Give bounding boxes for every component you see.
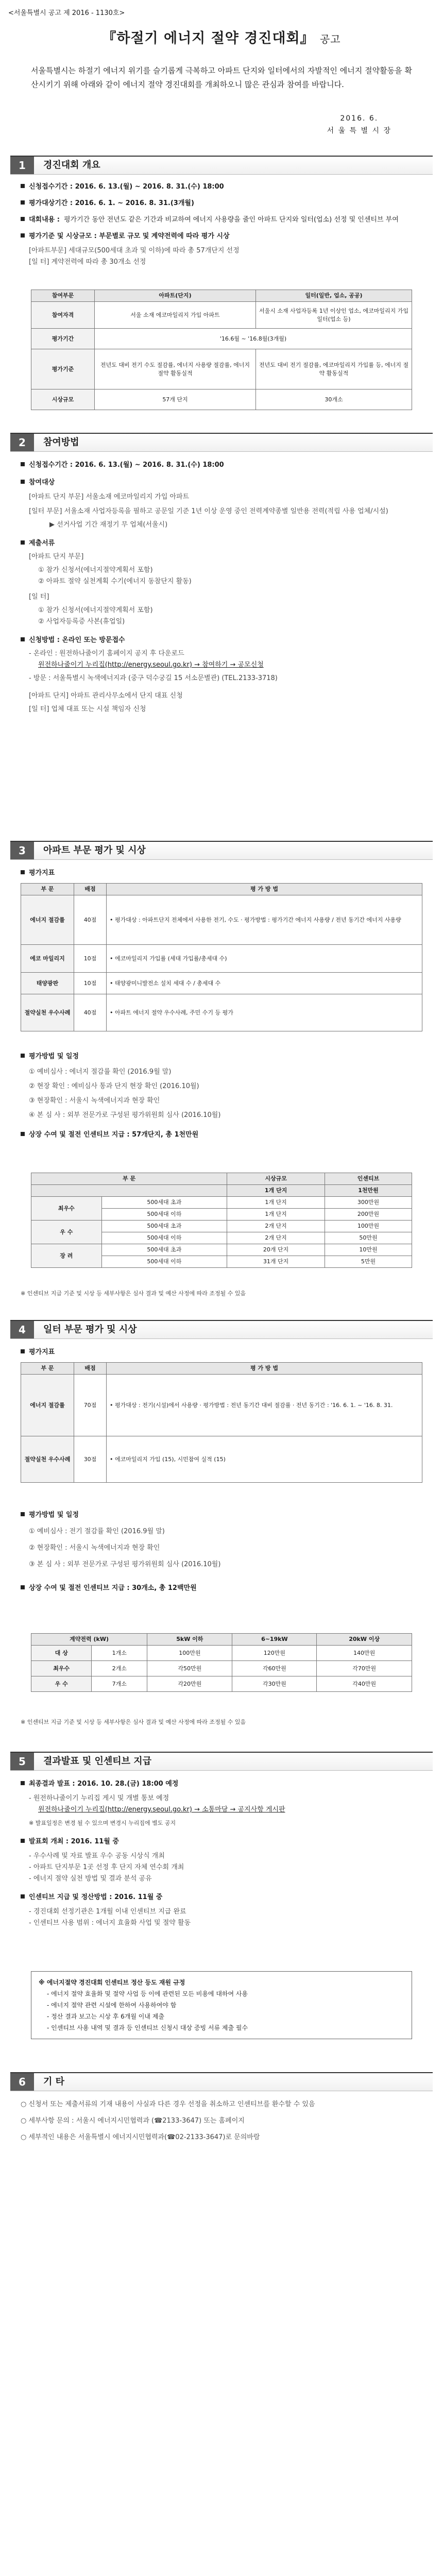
method-visit: - 방문 : 서울특별시 녹색에너지과 (중구 덕수궁길 15 서소문별관) (TEL.2133-3718) <box>29 674 278 682</box>
table-header: 배점 <box>74 1363 107 1375</box>
table-cell: 30개소 <box>256 389 412 410</box>
box-title: ※ 에너지절약 경진대회 인센티브 정산 등도 재원 규정 <box>39 1979 185 1986</box>
where-work: 업체 대표 또는 시설 책임자 신청 <box>51 705 146 713</box>
schedule-item: ① 예비심사 : 전기 절감률 확인 (2016.9월 말) <box>29 1528 165 1535</box>
table-cell: 에너지 절감률 <box>21 1375 74 1436</box>
table-row <box>21 973 422 994</box>
table-row <box>21 994 422 1031</box>
bullet-icon <box>21 200 25 205</box>
table-header: 평 가 방 법 <box>107 884 422 895</box>
table-cell: 최우수 <box>31 1661 92 1676</box>
table-row <box>21 1436 422 1483</box>
etc-item: ○ 세부적인 내용은 서울특별시 에너지시민협력과(☎02-2133-3647)로 문의바람 <box>21 2133 260 2141</box>
table-cell: 평가기간 <box>31 329 95 349</box>
table-row <box>31 329 412 349</box>
table-cell: 각20만원 <box>147 1676 232 1692</box>
participation-apply-period: 신청접수기간 : 2016. 6. 13.(월) ~ 2016. 8. 31.(수) 18:00 <box>29 461 224 469</box>
work-prize-note: ※ 인센티브 지급 기준 및 시상 등 세부사항은 심사 결과 및 예산 사정에 따라 조정될 수 있음 <box>21 1719 246 1725</box>
apt-note-label: [아파트부문] <box>29 247 66 255</box>
bullet-icon <box>21 1585 25 1589</box>
table-cell: 140만원 <box>317 1646 412 1661</box>
result-block <box>21 1778 422 1929</box>
work-note-label: [일 터] <box>29 258 49 266</box>
qualif-title: 참여대상 <box>29 479 55 486</box>
section-label: 아파트 부문 평가 및 시상 <box>43 845 146 856</box>
overview-block <box>21 181 422 268</box>
schedule-item: ② 현장 확인 : 예비심사 통과 단지 현장 확인 (2016.10월) <box>29 1082 199 1090</box>
table-header: 시상규모 <box>227 1173 325 1185</box>
table-cell: 40점 <box>74 895 107 945</box>
work-criteria-title <box>21 1347 422 1358</box>
section-number: 6 <box>10 2073 34 2091</box>
incentive-rule-box <box>31 1971 412 2039</box>
table-row <box>21 895 422 945</box>
announce-date: 최종결과 발표 : 2016. 10. 28.(금) 18:00 예정 <box>29 1780 179 1788</box>
table-cell: 30점 <box>74 1436 107 1483</box>
work-schedule <box>21 1510 422 1594</box>
table-cell: 서울시 소재 사업자등록 1년 이상인 업소, 에코마일리지 가입 일터(업소 등) <box>256 302 412 329</box>
box-line: - 인센티브 사용 내역 및 결과 등 인센티브 신청시 대상 증빙 서류 제출 필수 <box>47 2024 248 2031</box>
bullet-icon <box>21 233 25 238</box>
title-suffix: 공고 <box>319 33 341 45</box>
work-prize-table <box>31 1633 412 1692</box>
table-cell: 31개 단지 <box>227 1256 325 1268</box>
docs-work-2: ② 사업자등록증 사본(휴업일) <box>38 618 125 625</box>
table-cell: 2개 단지 <box>227 1221 325 1232</box>
section-header-4 <box>10 1320 433 1339</box>
table-cell: 전년도 대비 전기 수도 절감률, 에너지 사용량 절감률, 에너지 절약 활동실적 <box>95 349 256 389</box>
award-date: 발표회 개최 : 2016. 11월 중 <box>29 1838 119 1845</box>
table-row <box>31 389 412 410</box>
table-cell: 500세대 초과 <box>101 1221 227 1232</box>
bullet-icon <box>21 1349 25 1353</box>
overview-apply-period: 신청접수기간 : 2016. 6. 13.(월) ~ 2016. 8. 31.(수) 18:00 <box>29 183 224 191</box>
table-cell: 100만원 <box>147 1646 232 1661</box>
overview-method: 평가기준 및 시상규모 : 부문별로 규모 및 계약전력에 따라 평가 시상 <box>29 232 230 240</box>
table-cell: 50만원 <box>325 1232 412 1244</box>
bullet-icon <box>21 1894 25 1899</box>
etc-item: ○ 세부사항 문의 : 서울시 에너지시민협력과 (☎2133-3647) 또는 홈페이지 <box>21 2117 245 2125</box>
method-title: 신청방법 : 온라인 또는 방문접수 <box>29 636 125 644</box>
table-cell: 300만원 <box>325 1197 412 1209</box>
bullet-icon <box>21 1839 25 1843</box>
signature-block <box>327 112 391 137</box>
method-online-link[interactable]: 원전하나줄이기 누리집(http://energy.seoul.go.kr) → 참여하기 → 공모신청 <box>38 661 264 669</box>
incentive-2: - 인센티브 사용 범위 : 에너지 효율화 사업 및 절약 활동 <box>29 1919 191 1927</box>
table-header: 참여부문 <box>31 290 95 302</box>
table-row <box>31 1221 412 1232</box>
table-cell: 500세대 이하 <box>101 1209 227 1221</box>
overview-eval-period: 평가대상기간 : 2016. 6. 1. ~ 2016. 8. 31.(3개월) <box>29 199 194 207</box>
box-line: - 에너지 절약 관련 시설에 한하여 사용하여야 함 <box>47 2002 177 2009</box>
table-cell: 57개 단지 <box>95 389 256 410</box>
page-title <box>0 27 443 47</box>
table-row <box>31 1646 412 1661</box>
table-cell: 1개 단지 <box>227 1209 325 1221</box>
section-label: 기 타 <box>43 2076 65 2087</box>
bullet-icon <box>21 1512 25 1516</box>
section-header-2 <box>10 433 433 452</box>
table-cell: 20개 단지 <box>227 1244 325 1256</box>
table-cell: 2개 단지 <box>227 1232 325 1244</box>
table-cell: 시상규모 <box>31 389 95 410</box>
table-cell: 에코 마일리지 <box>21 945 74 973</box>
section-number: 1 <box>10 157 34 174</box>
table-row <box>21 1375 422 1436</box>
incentive-1: - 경진대회 선정기관은 1개월 이내 인센티브 지급 완료 <box>29 1908 186 1916</box>
docs-apt-label: [아파트 단지 부문] <box>29 553 84 561</box>
table-cell: 전년도 대비 전기 절감률, 에코마일리지 가입률 등, 에너지 절약 활동실적 <box>256 349 412 389</box>
section-label: 일터 부문 평가 및 시상 <box>43 1324 137 1335</box>
table-cell: 500세대 이하 <box>101 1256 227 1268</box>
schedule-item: ③ 현장확인 : 서울시 녹색에너지과 현장 확인 <box>29 1097 160 1105</box>
table-header: 인센티브 <box>325 1173 412 1185</box>
award-1: - 우수사례 및 자료 발표 우수 공동 시상식 개최 <box>29 1852 165 1860</box>
award-3: - 에너지 절약 실천 방법 및 결과 분석 공유 <box>29 1875 152 1883</box>
intro-paragraph: 서울특별시는 하절기 에너지 위기를 슬기롭게 극복하고 아파트 단지와 일터에서의 자발적인 에너지 절약활동을 확산시키기 위해 아래와 같이 에너지 절약 경진대회를 개최하오니 많은 관심과 참여를 바랍니다. <box>31 66 412 89</box>
table-header: 아파트(단지) <box>95 290 256 302</box>
table-cell: 태양광판 <box>21 973 74 994</box>
participation-block <box>21 460 422 715</box>
docs-apt-1: ① 참가 신청서(에너지절약계획서 포함) <box>38 566 153 574</box>
section-number: 5 <box>10 1753 34 1770</box>
table-cell: • 에코마일리지 가입 (15), 시민참여 실적 (15) <box>107 1436 422 1483</box>
criteria-title: 평가지표 <box>29 1348 55 1356</box>
section-number: 3 <box>10 842 34 859</box>
table-cell: • 평가대상 : 전기(시설)에서 사용량 · 평가방법 : 전년 동기간 대비 절감률 · 전년 동기간 : '16. 6. 1. ~ '16. 8. 31. <box>107 1375 422 1436</box>
table-row <box>31 1244 412 1256</box>
bullet-icon <box>21 870 25 874</box>
table-cell: 에너지 절감률 <box>21 895 74 945</box>
table-cell: 최우수 <box>31 1197 102 1221</box>
overview-table <box>31 290 412 410</box>
etc-item: ○ 신청서 또는 제출서류의 기재 내용이 사실과 다른 경우 선정을 취소하고 인센티브를 환수할 수 있음 <box>21 2100 315 2108</box>
method-online: - 온라인 : 원전하나줄이기 홈페이지 공지 후 다운로드 <box>29 650 184 657</box>
where-work-label: [일 터] <box>29 705 49 713</box>
table-header: 부 문 <box>21 884 74 895</box>
docs-work-1: ① 참가 신청서(에너지절약계획서 포함) <box>38 606 153 614</box>
table-header: 부 문 <box>21 1363 74 1375</box>
section-header-1 <box>10 156 433 175</box>
where-apt-label: [아파트 단지] <box>29 692 69 700</box>
table-cell: 각40만원 <box>317 1676 412 1692</box>
bullet-icon <box>21 540 25 545</box>
docs-apt-2: ② 아파트 절약 실천계획 수기(에너지 동참단지 활동) <box>38 578 192 585</box>
section-number: 2 <box>10 434 34 451</box>
table-header: 계약전력 (kW) <box>31 1634 147 1646</box>
table-cell: 각70만원 <box>317 1661 412 1676</box>
table-cell: • 에코마일리지 가입률 (세대 가입률/총세대 수) <box>107 945 422 973</box>
schedule-item: ④ 본 심 사 : 외부 전문가로 구성된 평가위원회 심사 (2016.10월) <box>29 1111 221 1119</box>
apt-prize-note: ※ 인센티브 지급 기준 및 시상 등 세부사항은 심사 결과 및 예산 사정에 따라 조정될 수 있음 <box>21 1290 246 1297</box>
table-cell: 1개소 <box>92 1646 147 1661</box>
table-cell: 10점 <box>74 973 107 994</box>
table-cell: 각30만원 <box>232 1676 317 1692</box>
table-cell: 절약실천 우수사례 <box>21 1436 74 1483</box>
table-row <box>31 349 412 389</box>
table-cell: 5만원 <box>325 1256 412 1268</box>
table-cell: 120만원 <box>232 1646 317 1661</box>
table-row <box>31 302 412 329</box>
table-cell: 200만원 <box>325 1209 412 1221</box>
qualif-work: [일터 부문] 서울소재 사업자등록을 필하고 공문일 기준 1년 이상 운영 중인 전력계약종별 일반용 전력(적립 사용 업체/시설) <box>29 507 388 515</box>
prize-title: 상장 수여 및 절전 인센티브 지급 : 30개소, 총 12백만원 <box>29 1584 197 1592</box>
table-cell: • 태양광미니발전소 설치 세대 수 / 총세대 수 <box>107 973 422 994</box>
table-cell: 대 상 <box>31 1646 92 1661</box>
table-cell: 500세대 초과 <box>101 1244 227 1256</box>
overview-target-label: 대회내용 : <box>29 216 60 224</box>
schedule-item: ③ 본 심 사 : 외부 전문가로 구성된 평가위원회 심사 (2016.10월) <box>29 1561 221 1568</box>
table-header: 일터(일반, 업소, 공공) <box>256 290 412 302</box>
work-note: 계약전력에 따라 총 30개소 선정 <box>51 258 146 266</box>
section-header-3 <box>10 841 433 860</box>
table-row <box>21 945 422 973</box>
announce-2: ※ 발표일정은 변경 될 수 있으며 변경시 누리집에 별도 공지 <box>29 1820 176 1826</box>
prize-title: 상장 수여 및 절전 인센티브 지급 : 57개단지, 총 1천만원 <box>29 1131 199 1139</box>
table-row <box>31 1676 412 1692</box>
sign-name: 서 울 특 별 시 장 <box>327 127 391 135</box>
apt-schedule <box>21 1051 422 1141</box>
table-header: 평 가 방 법 <box>107 1363 422 1375</box>
table-cell: 100만원 <box>325 1221 412 1232</box>
schedule-item: ② 현장확인 : 서울시 녹색에너지과 현장 확인 <box>29 1544 160 1552</box>
schedule-item: ① 예비심사 : 에너지 절감률 확인 (2016.9월 말) <box>29 1068 172 1076</box>
table-cell: 각50만원 <box>147 1661 232 1676</box>
box-line: - 에너지 절약 효율화 및 절약 사업 등 이에 관련된 모든 비용에 대하여 사용 <box>47 1990 248 1997</box>
table-cell: 장 려 <box>31 1244 102 1268</box>
section-label: 결과발표 및 인센티브 지급 <box>43 1756 152 1767</box>
table-cell: 10점 <box>74 945 107 973</box>
table-cell: 70점 <box>74 1375 107 1436</box>
table-header: 1천만원 <box>325 1185 412 1197</box>
table-header: 6~19kW <box>232 1634 317 1646</box>
table-header: 1개 단지 <box>227 1185 325 1197</box>
qualif-note: ▶ 선거사업 기간 재정기 무 업체(서울시) <box>49 521 168 529</box>
section-label: 경진대회 개요 <box>43 160 100 171</box>
bullet-icon <box>21 480 25 484</box>
box-line: - 정산 결과 보고는 시상 후 6개월 이내 제출 <box>47 2013 164 2020</box>
table-header: 배점 <box>74 884 107 895</box>
table-cell: 각60만원 <box>232 1661 317 1676</box>
section-header-6 <box>10 2072 433 2091</box>
apt-note: 세대규모(500세대 초과 및 이하)에 따라 총 57개단지 선정 <box>69 247 240 255</box>
apt-prize-table <box>31 1173 412 1268</box>
bullet-icon <box>21 184 25 188</box>
criteria-title: 평가지표 <box>29 869 55 877</box>
table-cell: 우 수 <box>31 1221 102 1244</box>
bullet-icon <box>21 1781 25 1785</box>
table-header: 5kW 이하 <box>147 1634 232 1646</box>
section-number: 4 <box>10 1321 34 1338</box>
table-cell: 10만원 <box>325 1244 412 1256</box>
table-cell: • 평가대상 : 아파트단지 전체에서 사용한 전기, 수도 · 평가방법 : 평가기간 에너지 사용량 / 전년 동기간 에너지 사용량 <box>107 895 422 945</box>
table-cell: 참여자격 <box>31 302 95 329</box>
schedule-title: 평가방법 및 일정 <box>29 1053 79 1060</box>
table-cell: 서울 소재 에코마일리지 가입 아파트 <box>95 302 256 329</box>
table-header: 부 문 <box>31 1173 227 1185</box>
table-cell: 500세대 이하 <box>101 1232 227 1244</box>
table-header: 20kW 이상 <box>317 1634 412 1646</box>
docs-work-label: [일 터] <box>29 593 49 601</box>
overview-target-text: 평가기간 동안 전년도 같은 기간과 비교하여 에너지 사용량을 줄인 아파트 단지와 일터(업소) 선정 및 인센티브 부여 <box>63 216 399 224</box>
bullet-icon <box>21 1132 25 1136</box>
table-cell: '16.6월 ~ '16.8월(3개월) <box>95 329 412 349</box>
announce-1: - 원전하나줄이기 누리집 게시 및 개별 통보 예정 <box>29 1794 169 1802</box>
work-criteria-table <box>21 1362 422 1483</box>
qualif-apt: [아파트 단지 부문] 서울소재 에코마일리지 가입 아파트 <box>29 493 190 501</box>
table-cell: 2개소 <box>92 1661 147 1676</box>
bullet-icon <box>21 462 25 466</box>
where-apt: 아파트 관리사무소에서 단지 대표 신청 <box>71 692 183 700</box>
announce-link[interactable]: 원전하나줄이기 누리집(http://energy.seoul.go.kr) → 소통마당 → 공지사항 게시판 <box>38 1806 285 1814</box>
table-cell: 1개 단지 <box>227 1197 325 1209</box>
apt-criteria-title <box>21 868 422 879</box>
table-cell: 7개소 <box>92 1676 147 1692</box>
table-cell: • 아파트 에너지 절약 우수사례, 주민 수기 등 평가 <box>107 994 422 1031</box>
notice-number: <서울특별시 공고 제 2016 - 1130호> <box>8 9 125 17</box>
table-cell: 40점 <box>74 994 107 1031</box>
etc-block <box>21 2099 422 2143</box>
table-cell: 우 수 <box>31 1676 92 1692</box>
table-cell: 500세대 초과 <box>101 1197 227 1209</box>
table-row <box>31 1197 412 1209</box>
sign-date: 2016. 6. <box>340 114 379 123</box>
table-cell: 평가기준 <box>31 349 95 389</box>
docs-title: 제출서류 <box>29 539 55 547</box>
section-header-5 <box>10 1752 433 1771</box>
bullet-icon <box>21 217 25 221</box>
bullet-icon <box>21 1054 25 1058</box>
bullet-icon <box>21 637 25 641</box>
title-main: 『하절기 에너지 절약 경진대회』 <box>102 30 315 46</box>
award-2: - 아파트 단지부문 1곳 선정 후 단지 자체 연수회 개최 <box>29 1863 184 1871</box>
table-cell: 절약실천 우수사례 <box>21 994 74 1031</box>
apt-criteria-table <box>21 883 422 1031</box>
section-label: 참여방법 <box>43 437 79 448</box>
incentive-title: 인센티브 지급 및 정산방법 : 2016. 11월 중 <box>29 1893 163 1901</box>
schedule-title: 평가방법 및 일정 <box>29 1511 79 1519</box>
table-row <box>31 1661 412 1676</box>
